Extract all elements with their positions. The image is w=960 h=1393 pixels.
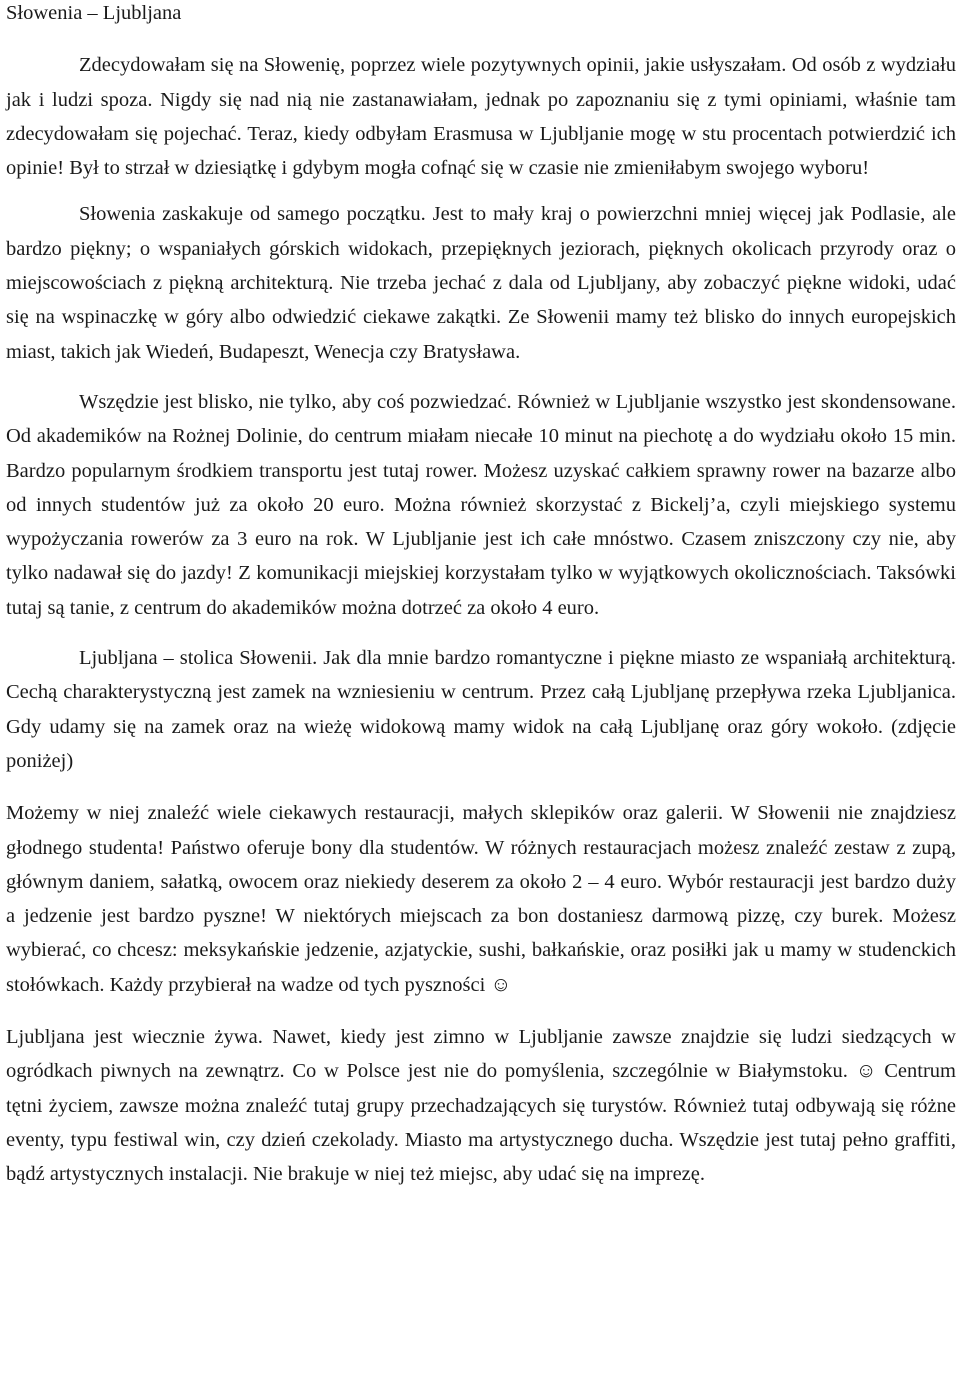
paragraph-slovenia: Słowenia zaskakuje od samego początku. Jest to mały kraj o powierzchni mniej więcej jak Podlasie, ale bardzo piękny; o wspaniałych górskich widokach, przepięknych jeziorach, pięknych okolicach przyrody oraz o miejscowościach z piękną architekturą. Nie trzeba jechać z dala od Ljubljany, aby zobaczyć piękne widoki, udać się na wspinaczkę w góry albo odwiedzić ciekawe zakątki. Ze Słowenii mamy też blisko do innych europejskich miast, takich jak Wiedeń, Budapeszt, Wenecja czy Bratysława.: [6, 203, 956, 363]
paragraph-food: Możemy w niej znaleźć wiele ciekawych restauracji, małych sklepików oraz galerii. W Słowenii nie znajdziesz głodnego studenta! Państwo oferuje bony dla studentów. W różnych restauracjach możesz znaleźć zestaw z zupą, głównym daniem, sałatką, owocem oraz niekiedy deserem za około 2 – 4 euro. Wybór restauracji jest bardzo duży a jedzenie jest bardzo pyszne! W niektórych miejscach za bon dostaniesz darmową pizzę, czy burek. Możesz wybierać, co chcesz: meksykańskie jedzenie, azjatyckie, sushi, bałkańskie, oraz posiłki jak u mamy w studenckich stołówkach. Każdy przybierał na wadze od tych pyszności ☺: [6, 802, 956, 996]
paragraph-nightlife: Ljubljana jest wiecznie żywa. Nawet, kiedy jest zimno w Ljubljanie zawsze znajdzie się ludzi siedzących w ogródkach piwnych na zewnątrz. Co w Polsce jest nie do pomyślenia, szczególnie w Białymstoku. ☺ Centrum tętni życiem, zawsze można znaleźć tutaj grupy przechadzających się turystów. Również tutaj odbywają się różne eventy, typu festiwal win, czy dzień czekolady. Miasto ma artystycznego ducha. Wszędzie jest tutaj pełno graffiti, bądź artystycznych instalacji. Nie brakuje w niej też miejsc, aby udać się na imprezę.: [6, 1026, 956, 1186]
paragraph-transport: Wszędzie jest blisko, nie tylko, aby coś pozwiedzać. Również w Ljubljanie wszystko jest skondensowane. Od akademików na Rożnej Dolinie, do centrum miałam niecałe 10 minut na piechotę a do wydziału około 15 min. Bardzo popularnym środkiem transportu jest tutaj rower. Możesz uzyskać całkiem sprawny rower na bazarze albo od innych studentów już za około 20 euro. Można również skorzystać z Bickelj’a, czyli miejskiego systemu wypożyczania rowerów za 3 euro na rok. W Ljubljanie jest ich całe mnóstwo. Czasem zniszczony czy nie, aby tylko nadawał się do jazdy! Z komunikacji miejskiej korzystałam tylko w wyjątkowych okolicznościach. Taksówki tutaj są tanie, z centrum do akademików można dotrzeć za około 4 euro.: [6, 390, 956, 619]
paragraph-ljubljana: Ljubljana – stolica Słowenii. Jak dla mnie bardzo romantyczne i piękne miasto ze wspaniałą architekturą. Cechą charakterystyczną jest zamek na wzniesieniu w centrum. Przez całą Ljubljanę przepływa rzeka Ljubljanica. Gdy udamy się na zamek oraz na wieżę widokową mamy widok na całą Ljubljanę oraz góry wokoło. (zdjęcie poniżej): [6, 647, 956, 772]
paragraph-intro: Zdecydowałam się na Słowenię, poprzez wiele pozytywnych opinii, jakie usłyszałam. Od osób z wydziału jak i ludzi spoza. Nigdy się nad nią nie zastanawiałam, jednak po zapoznaniu się z tymi opiniami, właśnie tam zdecydowałam się pojechać. Teraz, kiedy odbyłam Erasmusa w Ljubljanie mogę w stu procentach potwierdzić ich opinie! Był to strzał w dziesiątkę i gdybym mogła cofnąć się w czasie nie zmieniłabym swojego wyboru!: [6, 54, 956, 180]
document-page: [6, 0, 956, 1192]
document-title: Słowenia – Ljubljana: [6, 2, 182, 24]
